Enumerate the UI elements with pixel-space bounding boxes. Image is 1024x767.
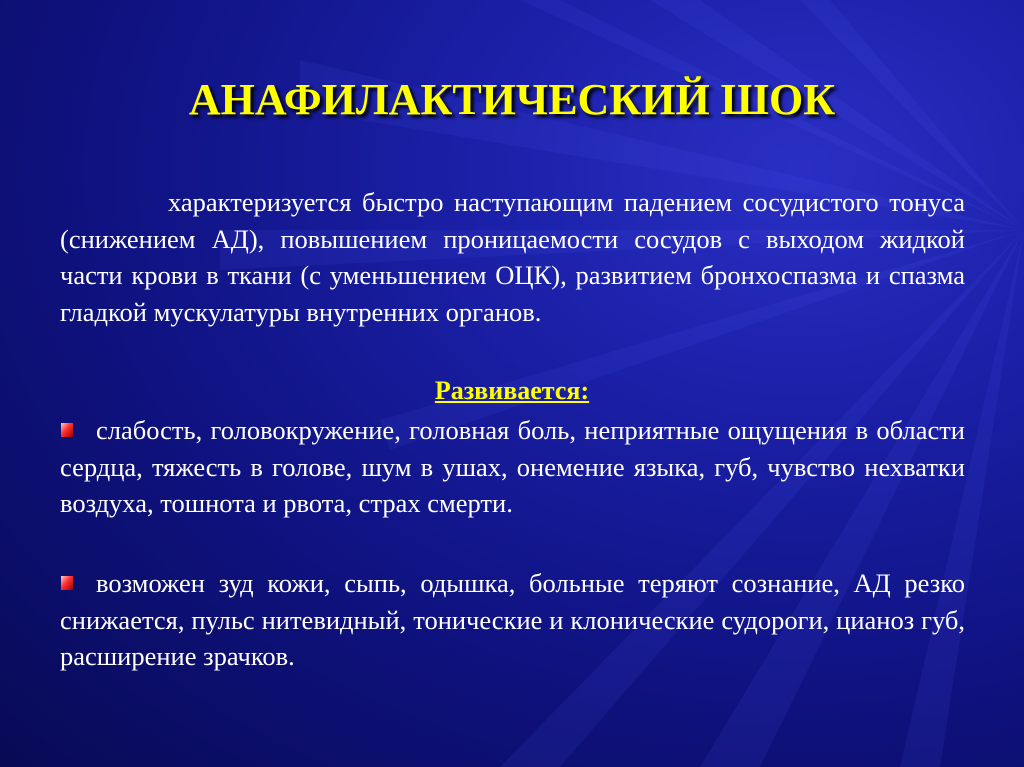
bullet-item [60,412,965,522]
bullet-item [60,565,965,675]
bullet-text: возможен зуд кожи, сыпь, одышка, больные теряют сознание, АД резко снижается, пульс нитевидный, тонические и клонические судороги, цианоз губ, расширение зрачков. [60,568,965,671]
red-square-bullet-icon [60,422,74,438]
intro-paragraph: характеризуется быстро наступающим падением сосудистого тонуса (снижением АД), повышением проницаемости сосудов с выходом жидкой части крови в ткани (с уменьшением ОЦК), развитием бронхоспазма и спазма гладкой мускулатуры внутренних органов. [60,187,965,327]
subheading: Развивается: [434,376,590,405]
bullet-text: слабость, головокружение, головная боль, неприятные ощущения в области сердца, тяжесть в голове, шум в ушах, онемение языка, губ, чувство нехватки воздуха, тошнота и рвота, страх смерти. [60,415,965,518]
red-square-bullet-icon [60,575,74,591]
slide-title: АНАФИЛАКТИЧЕСКИЙ ШОК [188,75,836,124]
